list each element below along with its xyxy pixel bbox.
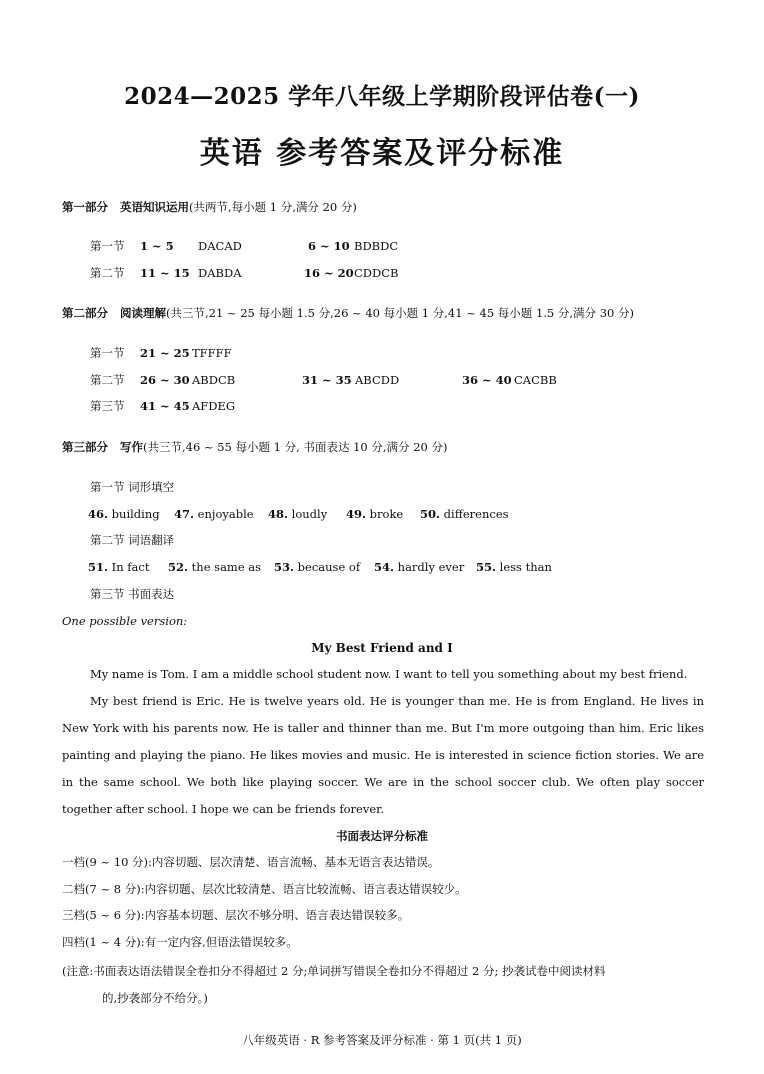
part3-section3-label: 第三节 书面表达 <box>90 587 175 601</box>
part2-heading: 第二部分 阅读理解(共三节,21 ~ 25 每小题 1.5 分,26 ~ 40 每小题 1 分,41 ~ 45 每小题 1.5 分,满分 30 分) <box>62 306 634 320</box>
page-footer: 八年级英语 · R 参考答案及评分标准 · 第 1 页(共 1 页) <box>242 1033 522 1047</box>
rubric-note: (注意:书面表达语法错误全卷扣分不得超过 2 分;单词拼写错误全卷扣分不得超过 2 分; 抄袭试卷中阅读材料 的,抄袭部分不给分。) <box>62 964 606 1005</box>
rubric-level-3: 三档(5 ~ 6 分):内容基本切题、层次不够分明、语言表达错误较多。 <box>62 908 410 922</box>
essay-title: My Best Friend and I <box>311 641 453 655</box>
rubric-level-2: 二档(7 ~ 8 分):内容切题、层次比较清楚、语言比较流畅、语言表达错误较少。 <box>62 882 467 896</box>
essay-paragraph-1: My name is Tom. I am a middle school student now. I want to tell you something about my best friend. <box>90 667 688 681</box>
rubric-level-1: 一档(9 ~ 10 分):内容切题、层次清楚、语言流畅、基本无语言表达错误。 <box>62 855 440 869</box>
part3-section1-label: 第一节 词形填空 <box>90 480 175 494</box>
rubric-level-4: 四档(1 ~ 4 分):有一定内容,但语法错误较多。 <box>62 935 298 949</box>
essay-intro: One possible version: <box>62 614 188 628</box>
exam-title: 2024—2025 学年八年级上学期阶段评估卷(一) <box>124 83 640 110</box>
part3-section2-label: 第二节 词语翻译 <box>90 533 175 547</box>
answer-key-title: 英语 参考答案及评分标准 <box>199 136 565 171</box>
part3-heading: 第三部分 写作(共三节,46 ~ 55 每小题 1 分, 书面表达 10 分,满分 20 分) <box>62 440 448 454</box>
essay-paragraph-2: My best friend is Eric. He is twelve years old. He is younger than me. He is from England. He lives in New York with his parents now. He is taller and thinner than me. But I'm more outgoing than him. Eric likes painting and playing the piano. He likes movies and music. He is interested in science fiction stories. We are in the same school. We both like playing soccer. We are in the school soccer club. We often play soccer together after school. I hope we can be friends forever. <box>62 694 704 816</box>
rubric-title: 书面表达评分标准 <box>336 829 428 843</box>
part1-heading: 第一部分 英语知识运用(共两节,每小题 1 分,满分 20 分) <box>62 200 357 214</box>
